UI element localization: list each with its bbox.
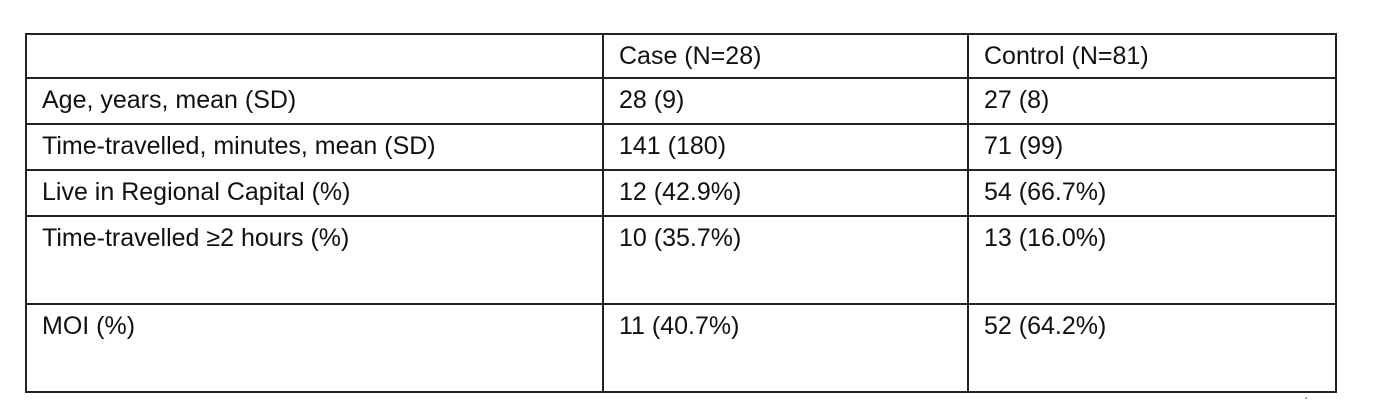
row-label: Live in Regional Capital (%) bbox=[26, 170, 603, 216]
header-cell-control: Control (N=81) bbox=[968, 34, 1336, 78]
header-cell-blank bbox=[26, 34, 603, 78]
case-value: 141 (180) bbox=[603, 124, 968, 170]
table-row bbox=[26, 78, 1336, 124]
control-value: 71 (99) bbox=[968, 124, 1336, 170]
table-header-row bbox=[26, 34, 1336, 78]
case-value: 12 (42.9%) bbox=[603, 170, 968, 216]
comparison-table bbox=[25, 33, 1337, 393]
case-value: 28 (9) bbox=[603, 78, 968, 124]
row-label: Time-travelled ≥2 hours (%) bbox=[26, 216, 603, 304]
control-value: 27 (8) bbox=[968, 78, 1336, 124]
row-label: MOI (%) bbox=[26, 304, 603, 392]
row-label: Time-travelled, minutes, mean (SD) bbox=[26, 124, 603, 170]
header-cell-case: Case (N=28) bbox=[603, 34, 968, 78]
control-value: 52 (64.2%) bbox=[968, 304, 1336, 392]
control-value: 54 (66.7%) bbox=[968, 170, 1336, 216]
row-label: Age, years, mean (SD) bbox=[26, 78, 603, 124]
table-row bbox=[26, 124, 1336, 170]
case-value: 10 (35.7%) bbox=[603, 216, 968, 304]
case-value: 11 (40.7%) bbox=[603, 304, 968, 392]
table-row bbox=[26, 216, 1336, 304]
comparison-table-container bbox=[25, 33, 1337, 393]
table-row bbox=[26, 170, 1336, 216]
table-row bbox=[26, 304, 1336, 392]
control-value: 13 (16.0%) bbox=[968, 216, 1336, 304]
scan-speck bbox=[1305, 397, 1307, 399]
